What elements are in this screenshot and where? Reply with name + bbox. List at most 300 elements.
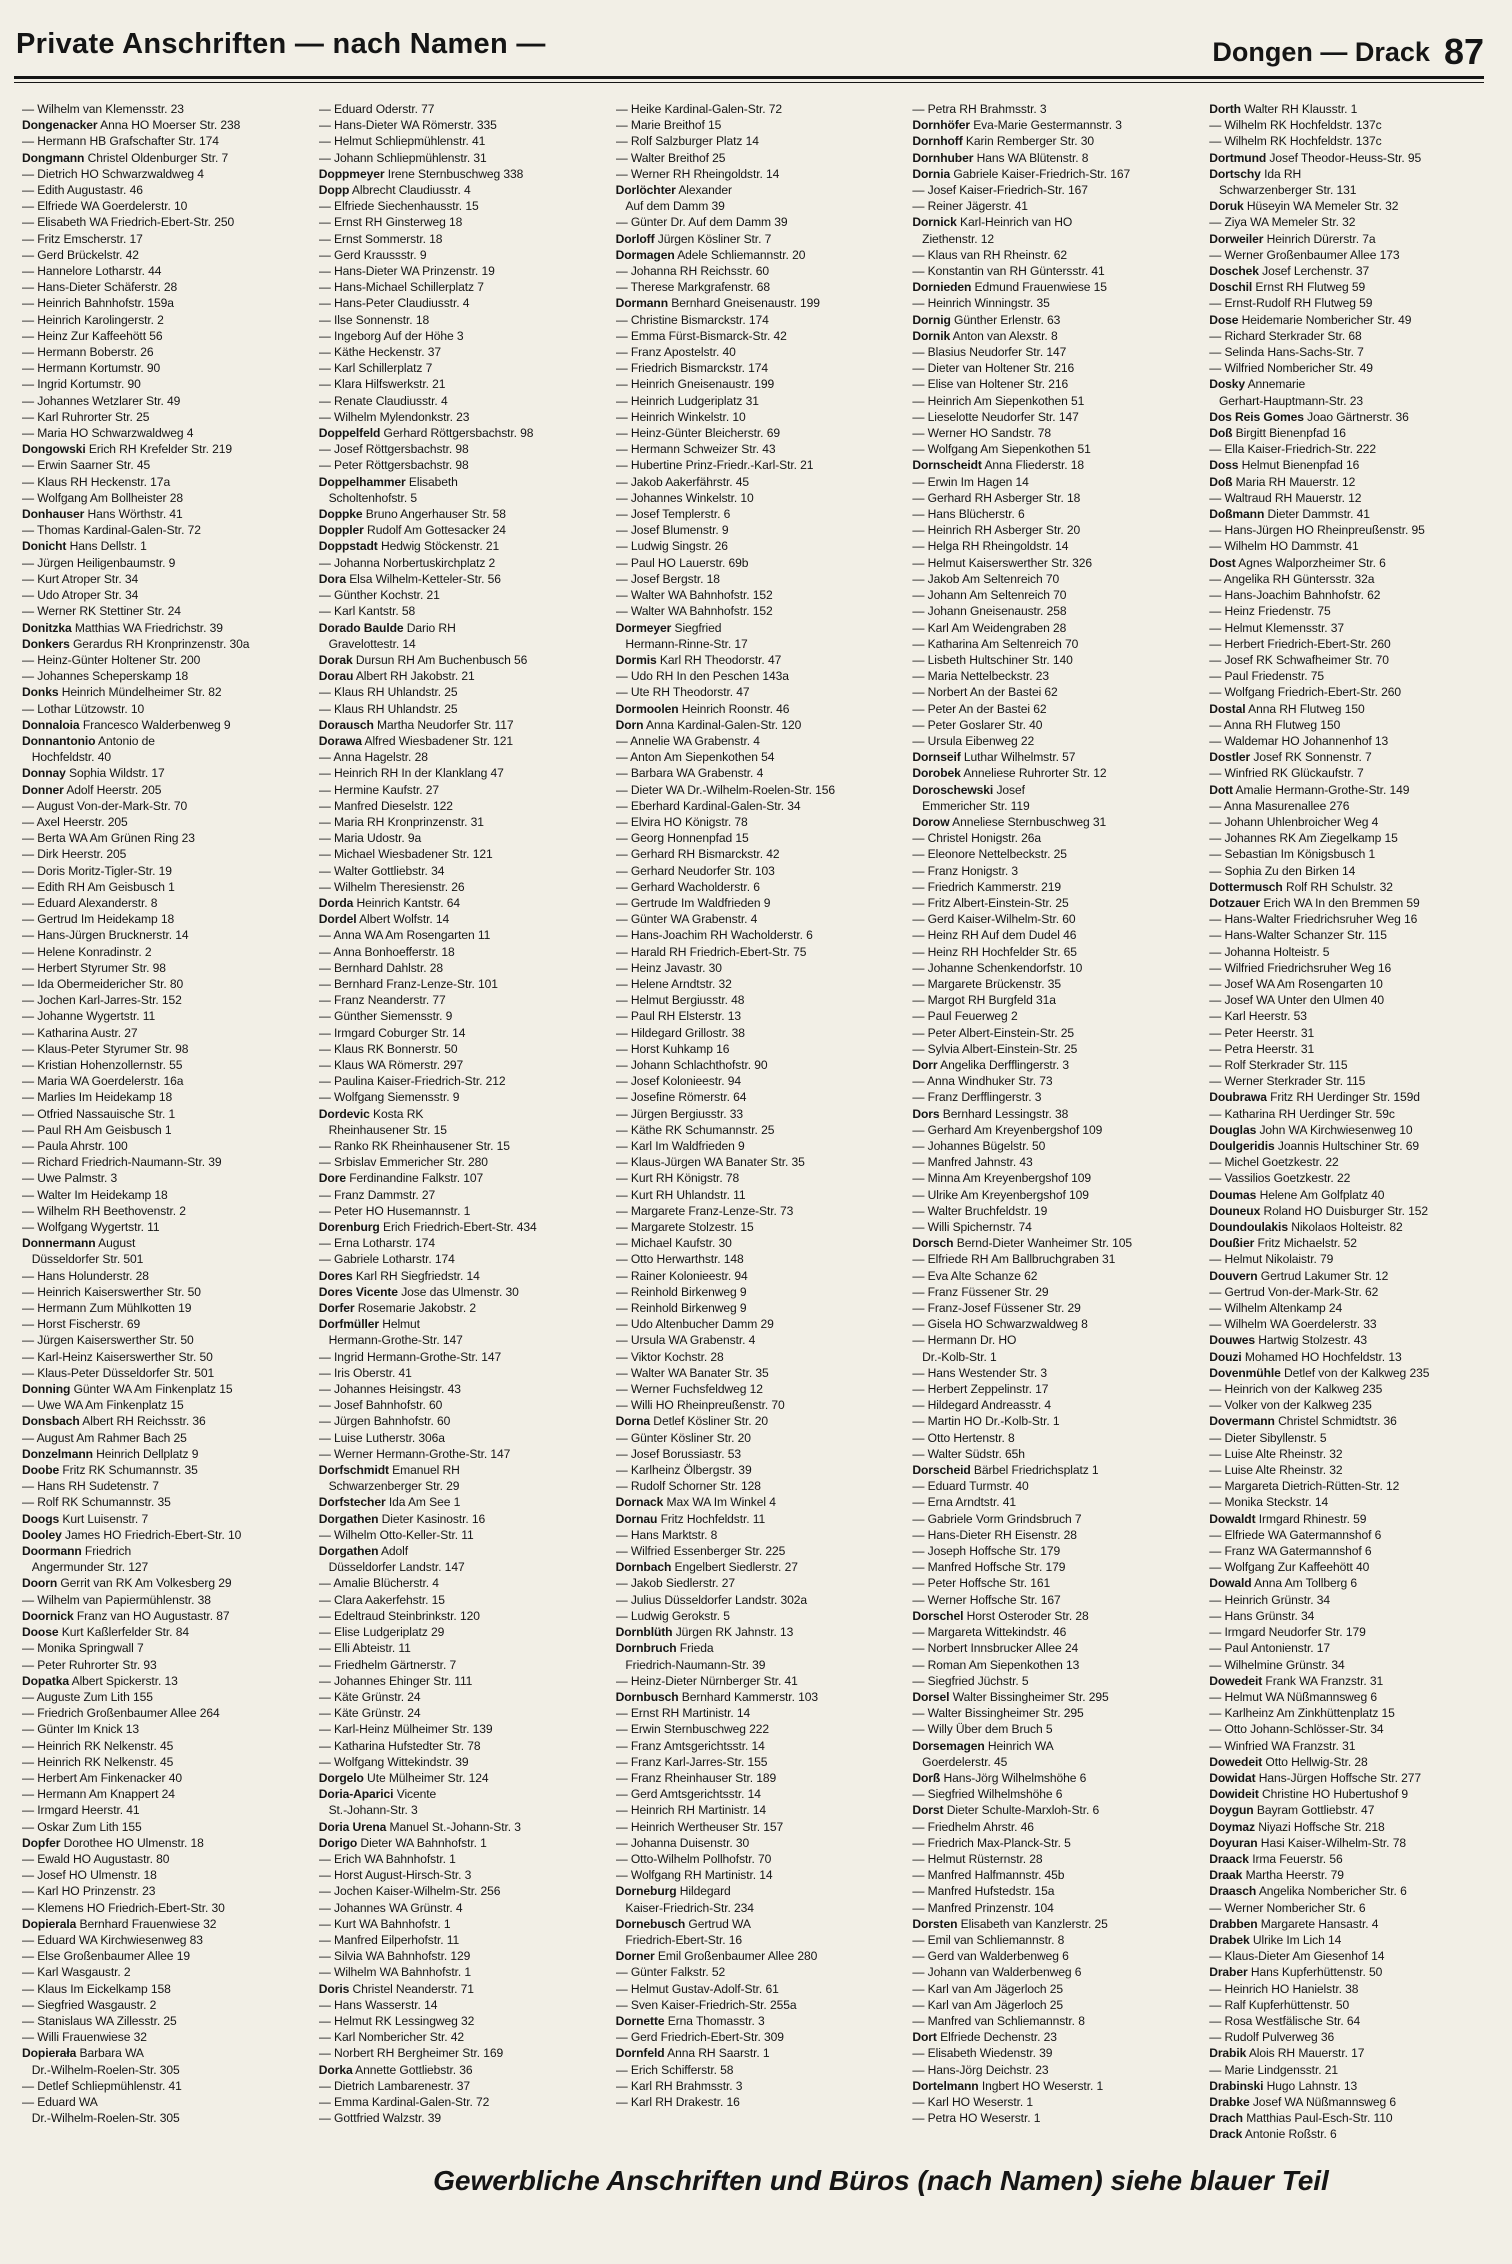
directory-entry: — Marie Lindgensstr. 21 [1209,2062,1338,2077]
surname-heading: Douneux [1209,1203,1261,1218]
directory-entry: — Udo Altenbucher Damm 29 [615,1317,774,1332]
directory-entry: Donnay Sophia Wildstr. 17 [22,766,165,781]
directory-entry: — Friedhelm Ahrstr. 46 [912,1819,1034,1834]
directory-entry: Dorfer Rosemarie Jakobstr. 2 [318,1301,476,1316]
directory-entry: — Eberhard Kardinal-Galen-Str. 34 [615,798,801,813]
directory-entry: Dosky Annemarie [1209,377,1306,392]
directory-entry: — Therese Markgrafenstr. 68 [615,280,770,295]
directory-entry: — Kurt WA Bahnhofstr. 1 [318,1916,451,1931]
directory-entry: — Siegfried Jüchstr. 5 [912,1673,1029,1688]
directory-entry: — Günther Siemensstr. 9 [318,1009,453,1024]
surname-heading: Dormagen [615,247,675,262]
surname-heading: Douzi [1209,1349,1242,1364]
directory-entry: — Manfred Hufstedstr. 15a [912,1884,1055,1899]
directory-entry: — Willi Spichernstr. 74 [912,1220,1032,1235]
directory-entry: — Srbislav Emmericher Str. 280 [318,1155,488,1170]
directory-entry: — Heinrich Kaiserswerther Str. 50 [22,1284,201,1299]
directory-entry: — Paula Ahrstr. 100 [22,1139,128,1153]
directory-entry: Dorgelo Ute Mülheimer Str. 124 [318,1770,489,1785]
directory-entry: — Ida Obermeidericher Str. 80 [22,976,184,991]
directory-entry: — Helmut Kaiserswerther Str. 326 [912,555,1093,570]
surname-heading: Dostler [1209,750,1251,765]
surname-heading: Doumas [1209,1187,1257,1202]
directory-entry: — Bernhard Dahlstr. 28 [318,960,443,975]
directory-entry: Dorsel Walter Bissingheimer Str. 295 [912,1689,1109,1704]
directory-entry: Dorß Hans-Jörg Wilhelmshöhe 6 [912,1770,1087,1785]
directory-entry: — Willi HO Rheinpreußenstr. 70 [615,1398,785,1413]
directory-entry: — Franz Apostelstr. 40 [615,345,736,360]
directory-entry: — Gabriele Vorm Grindsbruch 7 [912,1511,1082,1526]
directory-entry: Düsseldorfer Landstr. 147 [318,1560,465,1575]
directory-entry: — Helmut RK Lessingweg 32 [318,2013,475,2028]
surname-heading: Dornbach [615,1560,672,1575]
directory-entry: — Petra RH Brahmsstr. 3 [912,102,1047,116]
surname-heading: Dormis [615,652,657,667]
directory-entry: — Renate Claudiusstr. 4 [318,393,448,408]
directory-entry: — Klaus-Dieter Am Giesenhof 14 [1209,1949,1385,1964]
surname-heading: Dornebusch [615,1916,686,1931]
directory-entry: — Gerhard Wacholderstr. 6 [615,879,760,894]
surname-heading: Dost [1209,555,1236,570]
surname-heading: Dore [318,1171,346,1186]
directory-entry: — Gottfried Walzstr. 39 [318,2111,442,2126]
directory-entry: Auf dem Damm 39 [615,199,725,214]
directory-entry: — Viktor Kochstr. 28 [615,1349,724,1364]
directory-entry: — Elli Abteistr. 11 [318,1641,411,1656]
directory-entry: — Rudolf Schorner Str. 128 [615,1479,761,1494]
directory-entry: — Walter Südstr. 65h [912,1446,1025,1461]
directory-entry: — Peter HO Husemannstr. 1 [318,1203,471,1218]
directory-entry: — Jürgen Bahnhofstr. 60 [318,1414,451,1429]
directory-entry: — Wolfgang Am Bollheister 28 [22,490,183,505]
directory-entry: — Horst Fischerstr. 69 [22,1317,141,1332]
directory-entry: — Josef Templerstr. 6 [615,507,731,522]
directory-entry: Dos Reis Gomes Joao Gärtnerstr. 36 [1209,409,1409,424]
directory-entry: — Irmgard Coburger Str. 14 [318,1025,466,1040]
directory-entry: — Erwin Im Hagen 14 [912,474,1029,489]
directory-entry: Drabek Ulrike Im Lich 14 [1209,1932,1342,1947]
directory-entry: — Wilhelm Mylendonkstr. 23 [318,409,470,424]
directory-entry: — Paul Feuerweg 2 [912,1009,1018,1024]
directory-entry: Donzelmann Heinrich Dellplatz 9 [22,1446,199,1461]
directory-entry: — Ernst RH Martinistr. 14 [615,1706,751,1721]
directory-entry: — Helmut Schliepmühlenstr. 41 [318,134,486,149]
directory-entry: Dopierala Bernhard Frauenwiese 32 [22,1916,217,1931]
surname-heading: Dornick [912,215,957,230]
directory-entry: — Manfred Halfmannstr. 45b [912,1868,1065,1883]
directory-entry: — Heinrich Wertheuser Str. 157 [615,1819,784,1834]
directory-entry: — Oskar Zum Lith 155 [22,1819,142,1834]
directory-entry: — Herbert Am Finkenacker 40 [22,1770,182,1785]
directory-entry: — Otfried Nassauische Str. 1 [22,1106,176,1121]
directory-entry: — Klemens HO Friedrich-Ebert-Str. 30 [22,1900,225,1915]
directory-entry: — Werner RH Rheingoldstr. 14 [615,166,780,181]
directory-entry: — Erich WA Bahnhofstr. 1 [318,1851,456,1866]
directory-entry: — Wilhelm Otto-Keller-Str. 11 [318,1527,474,1542]
directory-entry: — Heinz Zur Kaffeehött 56 [22,328,163,343]
directory-entry: — Walter WA Bahnhofstr. 152 [615,604,773,619]
directory-entry: — Johannes Heisingstr. 43 [318,1382,461,1397]
header-rule-thin [14,82,1484,83]
directory-entry: — Rosa Westfälische Str. 64 [1209,2013,1361,2028]
directory-entry: Dornig Günther Erlenstr. 63 [912,312,1061,327]
directory-entry: Dopierała Barbara WA [22,2046,144,2061]
directory-entry: — Hubertine Prinz-Friedr.-Karl-Str. 21 [615,458,814,473]
directory-entry: Dorfmüller Helmut [318,1317,420,1332]
directory-entry: — Manfred Jahnstr. 43 [912,1155,1033,1170]
directory-entry: Dorneburg Hildegard [615,1884,731,1899]
directory-entry: — Margarete Franz-Lenze-Str. 73 [615,1203,794,1218]
directory-entry: — Josef HO Ulmenstr. 18 [22,1868,157,1883]
directory-entry: — Jakob Siedlerstr. 27 [615,1576,736,1591]
directory-entry: — Wilhelm RK Hochfeldstr. 137c [1209,118,1382,133]
directory-entry: — Paul RH Am Geisbusch 1 [22,1122,172,1137]
surname-heading: Dorna [615,1414,651,1429]
directory-entry: Dostal Anna RH Flutweg 150 [1209,701,1365,716]
surname-heading: Doss [1209,458,1239,473]
directory-entry: — Eduard Turmstr. 40 [912,1479,1029,1494]
directory-entry: — Werner Großenbaumer Allee 173 [1209,247,1400,262]
directory-entry: — Johannes Scheperskamp 18 [22,669,189,684]
directory-entry: — Josef WA Am Rosengarten 10 [1209,976,1383,991]
directory-entry: — Ingrid Hermann-Grothe-Str. 147 [318,1349,502,1364]
directory-entry: — Jürgen Bergiusstr. 33 [615,1106,744,1121]
directory-entry: Doundoulakis Nikolaos Holteistr. 82 [1209,1220,1403,1235]
directory-entry: Dorenburg Erich Friedrich-Ebert-Str. 434 [318,1220,537,1235]
directory-entry: Dorscheid Bärbel Friedrichsplatz 1 [912,1463,1099,1478]
surname-heading: Dooley [22,1527,62,1542]
directory-column [311,101,608,2141]
directory-entry: — Friedhelm Gärtnerstr. 7 [318,1657,457,1672]
directory-entry: — Heinrich RH In der Klanklang 47 [318,766,504,781]
directory-entry: — Jochen Karl-Jarres-Str. 152 [22,993,182,1008]
directory-entry: Dornbach Engelbert Siedlerstr. 27 [615,1560,798,1575]
directory-entry: — Bernhard Franz-Lenze-Str. 101 [318,976,498,991]
directory-entry: — Waldemar HO Johannenhof 13 [1209,733,1389,748]
surname-heading: Doygun [1209,1803,1254,1818]
directory-entry: — Gerd Friedrich-Ebert-Str. 309 [615,2030,784,2045]
surname-heading: Dors [912,1106,940,1121]
directory-entry: Dott Amalie Hermann-Grothe-Str. 149 [1209,782,1410,797]
directory-entry: — Günter Dr. Auf dem Damm 39 [615,215,788,230]
directory-entry: — Erwin Saarner Str. 45 [22,458,151,473]
surname-heading: Dornfeld [615,2046,665,2061]
directory-entry: — Emma Fürst-Bismarck-Str. 42 [615,328,787,343]
surname-heading: Dorgathen [318,1544,379,1559]
directory-entry: — Anna Windhuker Str. 73 [912,1074,1053,1089]
directory-entry: Dorfstecher Ida Am See 1 [318,1495,461,1510]
directory-entry: Dorak Dursun RH Am Buchenbusch 56 [318,652,528,667]
directory-entry: — Hans RH Sudetenstr. 7 [22,1479,159,1494]
directory-entry: Dongmann Christel Oldenburger Str. 7 [22,150,229,165]
directory-entry: — Anna RH Flutweg 150 [1209,717,1341,732]
directory-entry: — Karl Nombericher Str. 42 [318,2030,465,2045]
directory-entry: Dowaldt Irmgard Rhinestr. 59 [1209,1511,1367,1526]
directory-entry: Dorth Walter RH Klausstr. 1 [1209,102,1358,116]
surname-heading: Dowedeit [1209,1673,1263,1688]
surname-heading: Doundoulakis [1209,1220,1288,1235]
surname-heading: Dornau [615,1511,658,1526]
directory-entry: — Karl Am Weidengraben 28 [912,620,1067,635]
directory-entry: — Hans-Joachim RH Wacholderstr. 6 [615,928,813,943]
directory-entry: — Karl RH Brahmsstr. 3 [615,2078,743,2093]
directory-entry: — Heinrich RK Nelkenstr. 45 [22,1738,174,1753]
directory-entry: — Vassilios Goetzkestr. 22 [1209,1171,1351,1186]
directory-entry: Dornik Anton van Alexstr. 8 [912,328,1058,343]
directory-entry: — Josefine Römerstr. 64 [615,1090,747,1105]
directory-entry: — Walter WA Banater Str. 35 [615,1365,769,1380]
directory-entry: Dornack Max WA Im Winkel 4 [615,1495,776,1510]
directory-entry: Donicht Hans Dellstr. 1 [22,539,147,554]
directory-entry: Douwes Hartwig Stolzestr. 43 [1209,1333,1368,1348]
directory-entry: Dotzauer Erich WA In den Bremmen 59 [1209,895,1420,910]
surname-heading: Dormoolen [615,701,679,716]
surname-heading: Doruk [1209,199,1244,214]
directory-entry: — Anna Hagelstr. 28 [318,750,428,765]
name-range: Dongen — Drack [1212,37,1430,67]
directory-entry: — Ute RH Theodorstr. 47 [615,685,750,700]
directory-entry: — Margarete Stolzestr. 15 [615,1220,754,1235]
directory-entry: — Uwe Palmstr. 3 [22,1171,118,1186]
directory-entry: Dowedeit Frank WA Franzstr. 31 [1209,1673,1384,1688]
directory-entry: St.-Johann-Str. 3 [318,1803,418,1818]
directory-entry: — Klara Hilfswerkstr. 21 [318,377,446,392]
directory-entry: — Helmut Rüsternstr. 28 [912,1851,1043,1866]
directory-entry: — Paulina Kaiser-Friedrich-Str. 212 [318,1074,506,1089]
directory-entry: — Jakob Am Seltenreich 70 [912,571,1060,586]
surname-heading: Donks [22,685,59,700]
directory-entry: — Siegfried Wasgaustr. 2 [22,1997,157,2012]
surname-heading: Drabben [1209,1916,1258,1931]
directory-entry: Schwarzenberger Str. 131 [1209,183,1357,198]
directory-entry: — Wilhelm HO Dammstr. 41 [1209,539,1359,554]
directory-entry: Dorschel Horst Osteroder Str. 28 [912,1608,1089,1623]
directory-entry: — Karlheinz Ölbergstr. 39 [615,1463,752,1478]
directory-entry: — Johann Schlachthofstr. 90 [615,1057,768,1072]
directory-entry: Dora Elsa Wilhelm-Ketteler-Str. 56 [318,571,501,586]
directory-entry: — Johanna Duisenstr. 30 [615,1835,750,1850]
surname-heading: Dovermann [1209,1414,1275,1429]
surname-heading: Dongmann [22,150,85,165]
directory-entry: Dornhoff Karin Remberger Str. 30 [912,134,1095,149]
directory-entry: — Franz-Josef Füssener Str. 29 [912,1301,1081,1316]
surname-heading: Dopp [318,183,350,198]
directory-entry: — Gerhard Neudorfer Str. 103 [615,863,775,878]
surname-heading: Doose [22,1625,59,1640]
directory-entry: Douneux Roland HO Duisburger Str. 152 [1209,1203,1428,1218]
directory-entry: — Heinrich Bahnhofstr. 159a [22,296,174,311]
directory-columns [14,101,1498,2141]
directory-entry: — Karl van Am Jägerloch 25 [912,1981,1064,1996]
directory-entry: — Ziya WA Memeler Str. 32 [1209,215,1356,230]
directory-entry: — Franz Füssener Str. 29 [912,1284,1049,1299]
surname-heading: Donnaloia [22,717,80,732]
directory-entry: — Wilfried Friedrichsruher Weg 16 [1209,960,1392,975]
directory-entry: — Hermann Schweizer Str. 43 [615,442,776,457]
directory-entry: — Günther Kochstr. 21 [318,588,440,603]
surname-heading: Dores [318,1268,353,1283]
directory-entry: — Johann Uhlenbroicher Weg 4 [1209,814,1379,829]
surname-heading: Dose [1209,312,1239,327]
directory-entry: Dostler Josef RK Sonnenstr. 7 [1209,750,1372,765]
directory-entry: — Heinrich Grünstr. 34 [1209,1592,1330,1607]
directory-entry: — Günter WA Grabenstr. 4 [615,912,758,927]
directory-entry: Doormann Friedrich [22,1544,132,1559]
directory-entry: — Erwin Sternbuschweg 222 [615,1722,770,1737]
directory-entry: — Karl-Heinz Mülheimer Str. 139 [318,1722,493,1737]
directory-entry: — Klaus-Peter Düsseldorfer Str. 501 [22,1365,215,1380]
directory-entry: — Wilfried Nombericher Str. 49 [1209,361,1373,376]
directory-entry: — Ludwig Gerokstr. 5 [615,1608,730,1623]
directory-entry: — Hans Marktstr. 8 [615,1527,718,1542]
directory-entry: Dores Vicente Jose das Ulmenstr. 30 [318,1284,519,1299]
directory-entry: — Manfred Eilperhofstr. 11 [318,1932,460,1947]
directory-entry: Emmericher Str. 119 [912,798,1030,813]
directory-entry: — Kurt Atroper Str. 34 [22,571,139,586]
directory-entry: Hochfeldstr. 40 [22,750,111,765]
directory-entry: — Martin HO Dr.-Kolb-Str. 1 [912,1414,1060,1429]
directory-entry: — Auguste Zum Lith 155 [22,1689,153,1704]
directory-entry: Doymaz Niyazi Hoffsche Str. 218 [1209,1819,1385,1834]
surname-heading: Dowedeit [1209,1754,1263,1769]
directory-entry: Donner Adolf Heerstr. 205 [22,782,162,797]
directory-entry: — Heinrich von der Kalkweg 235 [1209,1382,1383,1397]
directory-entry: Doppke Bruno Angerhauser Str. 58 [318,507,506,522]
directory-entry: — Ella Kaiser-Friedrich-Str. 222 [1209,442,1377,457]
directory-entry: Kaiser-Friedrich-Str. 234 [615,1900,754,1915]
directory-entry: — Heinz RH Auf dem Dudel 46 [912,928,1077,943]
surname-heading: Donicht [22,539,67,554]
directory-entry: — Willy Über dem Bruch 5 [912,1722,1053,1737]
directory-entry: — Kurt RH Königstr. 78 [615,1171,740,1186]
footer-note [0,2165,1512,2197]
directory-entry: — Heinrich Ludgeriplatz 31 [615,393,759,408]
surname-heading: Dorner [615,1949,655,1964]
directory-entry: Dormann Bernhard Gneisenaustr. 199 [615,296,820,311]
surname-heading: Dortmund [1209,150,1267,165]
directory-entry: — Norbert Innsbrucker Allee 24 [912,1641,1079,1656]
directory-entry: Doruk Hüseyin WA Memeler Str. 32 [1209,199,1399,214]
directory-entry: — Hans Grünstr. 34 [1209,1608,1315,1623]
directory-entry: — Wilhelm van Papiermühlenstr. 38 [22,1592,211,1607]
directory-entry: Doris Christel Neanderstr. 71 [318,1981,474,1996]
directory-entry: Dorn Anna Kardinal-Galen-Str. 120 [615,717,802,732]
directory-column [1201,101,1498,2141]
directory-entry: Dowedeit Otto Hellwig-Str. 28 [1209,1754,1368,1769]
surname-heading: Dormeyer [615,620,672,635]
directory-entry: — Rolf Salzburger Platz 14 [615,134,759,149]
directory-entry: Doose Kurt Kaßlerfelder Str. 84 [22,1625,189,1640]
directory-entry: — Helmut Gustav-Adolf-Str. 61 [615,1981,779,1996]
directory-entry: — Hans Westender Str. 3 [912,1365,1047,1380]
directory-entry: — Johannes Bügelstr. 50 [912,1139,1046,1153]
directory-entry: — Wilhelm van Klemensstr. 23 [22,102,184,116]
directory-entry: Dormeyer Siegfried [615,620,722,635]
directory-entry: — Wilhelm RH Beethovenstr. 2 [22,1203,186,1218]
directory-entry: — Helene Konradinstr. 2 [22,944,152,959]
directory-entry: — Volker von der Kalkweg 235 [1209,1398,1372,1413]
directory-entry: — Karl van Am Jägerloch 25 [912,1997,1064,2012]
directory-entry: — Emma Kardinal-Galen-Str. 72 [318,2094,490,2109]
surname-heading: Dorigo [318,1835,358,1850]
directory-entry: — Reiner Jägerstr. 41 [912,199,1028,214]
directory-entry: Dottermusch Rolf RH Schulstr. 32 [1209,879,1393,894]
directory-entry: — Manfred Prinzenstr. 104 [912,1900,1054,1915]
directory-entry: — Helmut Nikolaistr. 79 [1209,1252,1334,1267]
directory-entry: Donnaloia Francesco Walderbenweg 9 [22,717,231,732]
directory-entry: — Michael Wiesbadener Str. 121 [318,847,493,862]
surname-heading: Dornseif [912,750,961,765]
directory-entry: Doschek Josef Lerchenstr. 37 [1209,264,1370,279]
surname-heading: Donnermann [22,1236,96,1251]
surname-heading: Dorak [318,652,353,667]
surname-heading: Dortschy [1209,166,1261,181]
directory-entry: Schwarzenberger Str. 29 [318,1479,460,1494]
surname-heading: Dopatka [22,1673,70,1688]
directory-entry: — Winfried RK Glückaufstr. 7 [1209,766,1364,781]
directory-entry: Dortelmann Ingbert HO Weserstr. 1 [912,2078,1104,2093]
directory-entry: — Winfried WA Franzstr. 31 [1209,1738,1356,1753]
header-rule [14,76,1484,79]
directory-entry: — Günter Kösliner Str. 20 [615,1430,751,1445]
directory-entry: — Eduard Alexanderstr. 8 [22,895,158,910]
directory-entry: — Lisbeth Hultschiner Str. 140 [912,652,1073,667]
directory-entry: Dorobek Anneliese Ruhrorter Str. 12 [912,766,1107,781]
directory-entry: Dr.-Kolb-Str. 1 [912,1349,997,1364]
directory-entry: — Wilhelm RK Hochfeldstr. 137c [1209,134,1382,149]
directory-entry: — Ursula Eibenweg 22 [912,733,1035,748]
directory-entry: — Heinz Friedenstr. 75 [1209,604,1331,619]
surname-heading: Drabek [1209,1932,1250,1947]
surname-heading: Donhauser [22,507,85,522]
directory-entry: Dr.-Wilhelm-Roelen-Str. 305 [22,2111,180,2126]
surname-heading: Dorfstecher [318,1495,386,1510]
surname-heading: Dores Vicente [318,1284,398,1299]
directory-entry: — Elfriede RH Am Ballbruchgraben 31 [912,1252,1116,1267]
directory-entry: — Emil van Schliemannstr. 8 [912,1932,1065,1947]
directory-entry: Dorow Anneliese Sternbuschweg 31 [912,814,1107,829]
directory-entry: — Richard Friedrich-Naumann-Str. 39 [22,1155,222,1170]
directory-entry: — Elfriede WA Goerdelerstr. 10 [22,199,188,214]
directory-entry: — Jochen Kaiser-Wilhelm-Str. 256 [318,1884,501,1899]
surname-heading: Dorsch [912,1236,954,1251]
directory-entry: — Margareta Wittekindstr. 46 [912,1625,1067,1640]
directory-entry: — Karl Heerstr. 53 [1209,1009,1307,1024]
directory-entry: Draasch Angelika Nombericher Str. 6 [1209,1884,1407,1899]
directory-entry: Dorloff Jürgen Kösliner Str. 7 [615,231,772,246]
directory-entry: Drach Matthias Paul-Esch-Str. 110 [1209,2111,1393,2126]
surname-heading: Dornig [912,312,951,327]
directory-entry: — Julius Düsseldorfer Landstr. 302a [615,1592,808,1607]
surname-heading: Draber [1209,1965,1248,1980]
directory-entry: — Wilhelm Altenkamp 24 [1209,1301,1343,1316]
directory-entry: Dornbruch Frieda [615,1641,714,1656]
directory-entry: — Willi Frauenwiese 32 [22,2030,147,2045]
directory-entry: Dornebusch Gertrud WA [615,1916,751,1931]
surname-heading: Dorlöchter [615,183,676,198]
surname-heading: Doppler [318,523,364,538]
directory-entry: — Norbert RH Bergheimer Str. 169 [318,2046,504,2061]
surname-heading: Dordel [318,912,357,927]
surname-heading: Dornblüth [615,1625,673,1640]
surname-heading: Dornik [912,328,951,343]
directory-entry: Dornette Erna Thomasstr. 3 [615,2013,765,2028]
directory-entry: — Heinrich RH Martinistr. 14 [615,1803,767,1818]
surname-heading: Dornscheidt [912,458,982,473]
directory-entry: — Hans-Walter Schanzer Str. 115 [1209,928,1387,943]
directory-entry: — Heinz-Günter Bleicherstr. 69 [615,426,780,441]
surname-heading: Doß [1209,474,1233,489]
